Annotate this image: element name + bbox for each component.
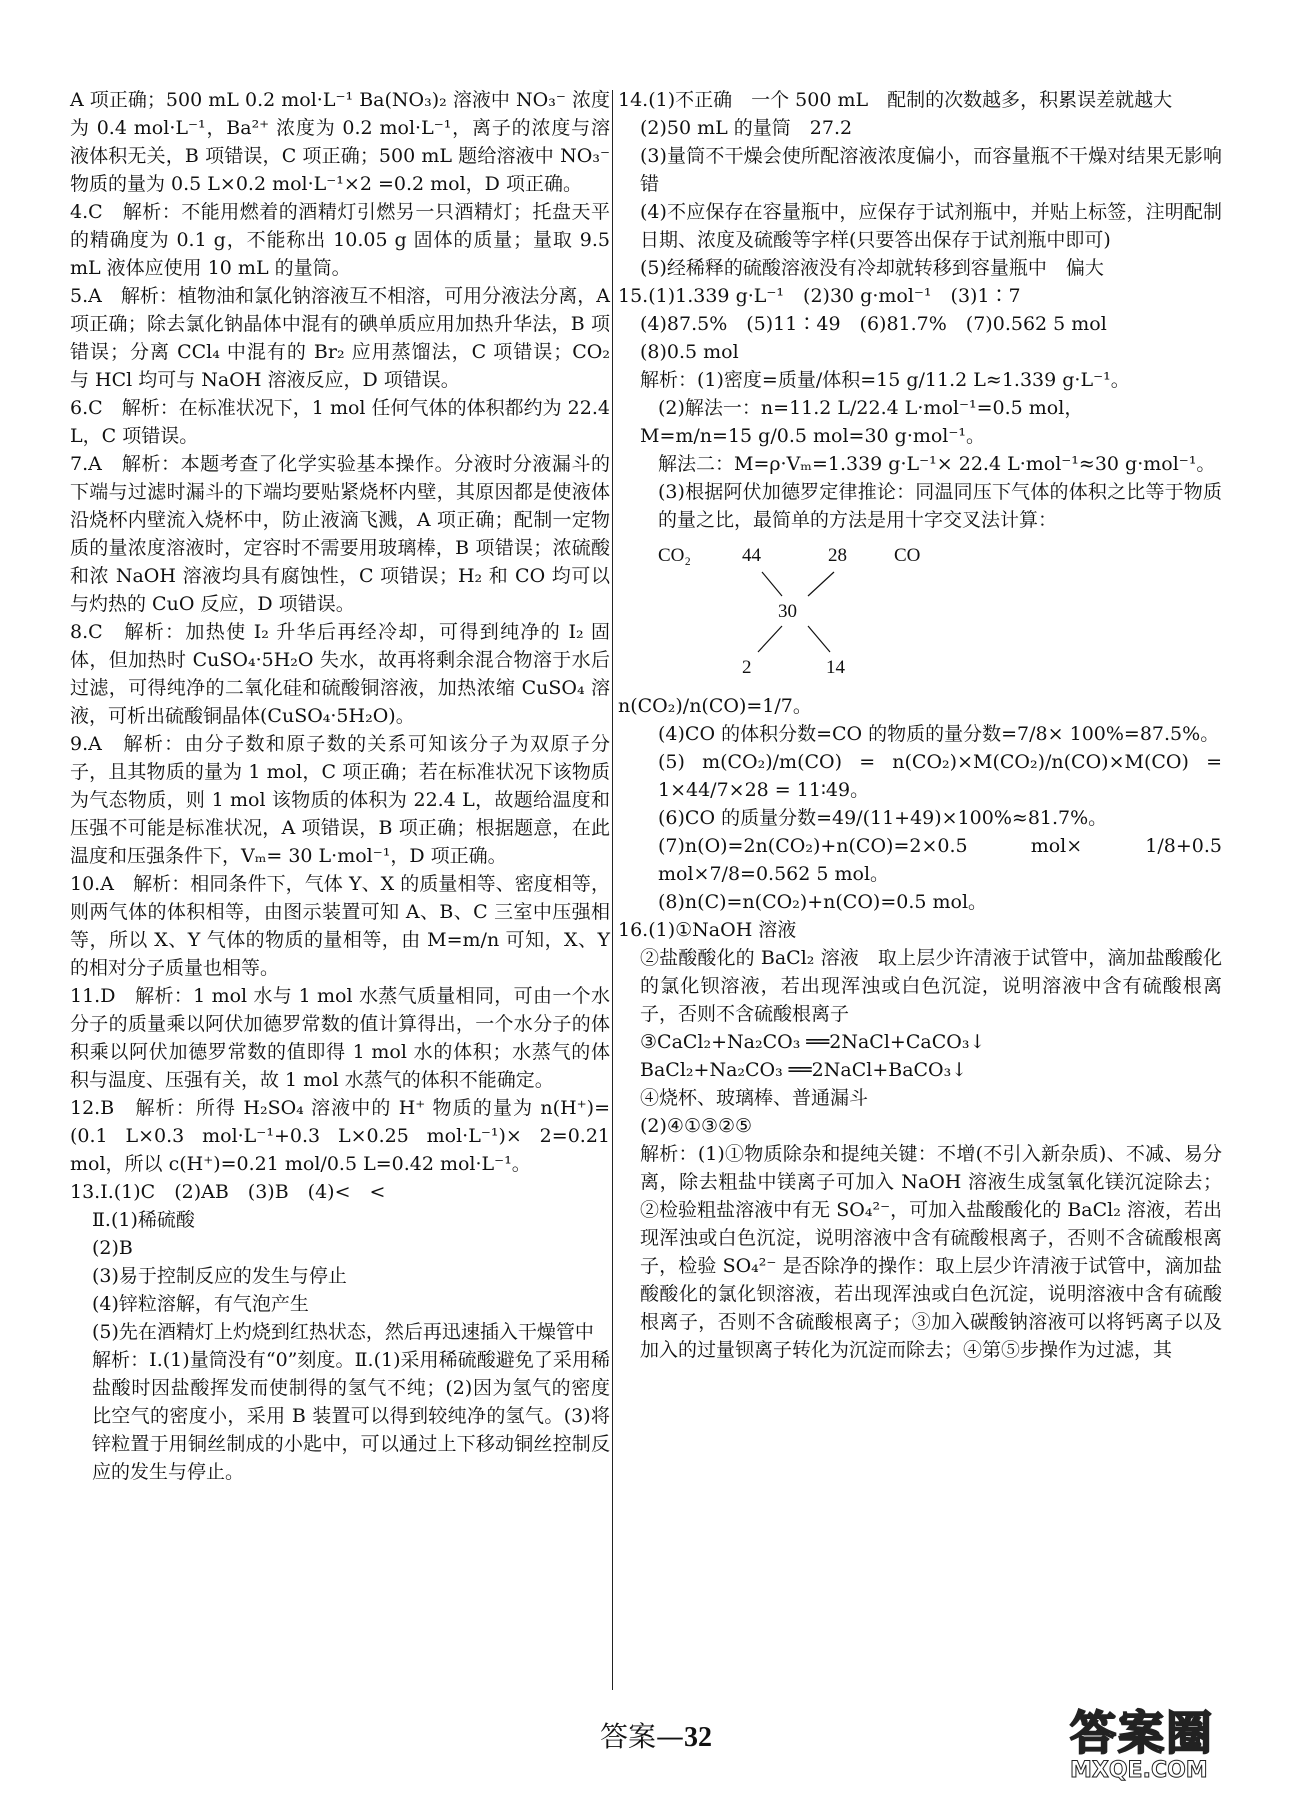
watermark-logo [1070,1708,1270,1788]
answer-15-analysis-8: (8)n(C)=n(CO₂)+n(CO)=0.5 mol。 [658,891,988,913]
diagram-14: 14 [826,657,845,678]
answer-16-analysis: 解析：(1)①物质除杂和提纯关键：不增(不引入新杂质)、不减、易分离，除去粗盐中镁离子可加入 NaOH 溶液生成氢氧化镁沉淀除去；②检验粗盐溶液中有无 SO₄²⁻，可加入盐酸酸化的 BaCl₂ 溶液，若出现浑浊或白色沉淀，说明溶液中含有硫酸根离子，否则不含硫酸根离子，检验 SO₄²⁻ 是否除净的操作：取上层少许清液于试管中，滴加盐酸酸化的氯化钡溶液，若出现浑浊或白色沉淀，说明溶液中含有硫酸根离子，否则不含硫酸根离子；③加入碳酸钠溶液可以将钙离子以及加入的过量钡离子转化为沉淀而除去；④第⑤步操作为过滤，其 [640,1143,1222,1361]
diagram-2: 2 [742,657,752,678]
diagram-30: 30 [778,601,797,622]
answer-15-analysis-3: M=m/n=15 g/0.5 mol=30 g·mol⁻¹。 [640,425,986,447]
footer-dash: — [656,1720,685,1753]
answer-paragraph: A 项正确；500 mL 0.2 mol·L⁻¹ Ba(NO₃)₂ 溶液中 NO₃⁻ 浓度为 0.4 mol·L⁻¹，Ba²⁺ 浓度为 0.2 mol·L⁻¹，离子的浓度与溶液体积无关，B 项错误，C 项正确；500 mL 题给溶液中 NO₃⁻ 物质的量为 0.5 L×0.2 mol·L⁻¹×2 =0.2 mol，D 项正确。 [70,89,610,195]
watermark-text: 答案圈 [1070,1706,1214,1760]
answer-14-2: (2)50 mL 的量筒 27.2 [640,117,853,139]
diagram-co2-label: CO₂ [658,545,692,566]
left-column [70,86,610,1486]
answer-14-5: (5)经稀释的硫酸溶液没有冷却就转移到容量瓶中 偏大 [640,257,1104,279]
answer-13-part2-3: (3)易于控制反应的发生与停止 [92,1265,347,1287]
answer-13-part2-1: Ⅱ.(1)稀硫酸 [92,1209,195,1231]
watermark-url: MXQE.COM [1070,1758,1208,1783]
answer-8: 8.C 解析：加热使 I₂ 升华后再经冷却，可得到纯净的 I₂ 固体，但加热时 CuSO₄·5H₂O 失水，故再将剩余混合物溶于水后过滤，可得纯净的二氧化硅和硫酸铜溶液，加热浓缩 CuSO₄ 溶液，可析出硫酸铜晶体(CuSO₄·5H₂O)。 [70,621,610,727]
answer-13-part2-4: (4)锌粒溶解，有气泡产生 [92,1293,309,1315]
diagram-cross-lines [658,538,978,688]
answer-16-1: 16.(1)①NaOH 溶液 [618,919,797,941]
answer-16-2: ②盐酸酸化的 BaCl₂ 溶液 取上层少许清液于试管中，滴加盐酸酸化的氯化钡溶液，若出现浑浊或白色沉淀，说明溶液中含有硫酸根离子，否则不含硫酸根离子 [640,947,1222,1025]
answer-15-2: (4)87.5% (5)11∶49 (6)81.7% (7)0.562 5 mol [640,313,1107,335]
answer-15-analysis-2: (2)解法一：n=11.2 L/22.4 L·mol⁻¹=0.5 mol， [658,397,1084,419]
answer-13-part2-2: (2)B [92,1237,133,1259]
answer-13-part2-5: (5)先在酒精灯上灼烧到红热状态，然后再迅速插入干燥管中 [92,1321,594,1343]
answer-15-ratio: n(CO₂)/n(CO)=1/7。 [618,695,812,717]
answer-15-1: 15.(1)1.339 g·L⁻¹ (2)30 g·mol⁻¹ (3)1∶7 [618,285,1021,307]
answer-6: 6.C 解析：在标准状况下，1 mol 任何气体的体积都约为 22.4 L，C 项错误。 [70,397,610,447]
footer-label: 答案 [600,1720,657,1753]
answer-12: 12.B 解析：所得 H₂SO₄ 溶液中的 H⁺ 物质的量为 n(H⁺)=(0.1 L×0.3 mol·L⁻¹+0.3 L×0.25 mol·L⁻¹)× 2=0.21 mol，所以 c(H⁺)=0.21 mol/0.5 L=0.42 mol·L⁻¹。 [70,1097,610,1175]
answer-15-3: (8)0.5 mol [640,341,739,363]
answer-13-analysis: 解析：Ⅰ.(1)量筒没有“0”刻度。Ⅱ.(1)采用稀硫酸避免了采用稀盐酸时因盐酸挥发而使制得的氢气不纯；(2)因为氢气的密度比空气的密度小，采用 B 装置可以得到较纯净的氢气。(3)将锌粒置于用铜丝制成的小匙中，可以通过上下移动铜丝控制反应的发生与停止。 [92,1349,610,1483]
diagram-28: 28 [828,545,847,566]
answer-14-3: (3)量筒不干燥会使所配溶液浓度偏小，而容量瓶不干燥对结果无影响 错 [640,145,1242,195]
page-footer [600,1715,712,1755]
answer-10: 10.A 解析：相同条件下，气体 Y、X 的质量相等、密度相等，则两气体的体积相等，由图示装置可知 A、B、C 三室中压强相等，所以 X、Y 气体的物质的量相等，由 M=m/n 可知，X、Y 的相对分子质量也相等。 [70,873,610,979]
answer-15-analysis-4: 解法二：M=ρ·Vₘ=1.339 g·L⁻¹× 22.4 L·mol⁻¹≈30 g·mol⁻¹。 [658,453,1216,475]
answer-11: 11.D 解析：1 mol 水与 1 mol 水蒸气质量相同，可由一个水分子的质量乘以阿伏加德罗常数的值计算得出，一个水分子的体积乘以阿伏加德罗常数的值即得 1 mol 水的体积；水蒸气的体积与温度、压强有关，故 1 mol 水蒸气的体积不能确定。 [70,985,610,1091]
answer-16-4: ④烧杯、玻璃棒、普通漏斗 [640,1087,869,1109]
answer-4: 4.C 解析：不能用燃着的酒精灯引燃另一只酒精灯；托盘天平的精确度为 0.1 g，不能称出 10.05 g 固体的质量；量取 9.5 mL 液体应使用 10 mL 的量筒。 [70,201,610,279]
answer-14-1: 14.(1)不正确 一个 500 mL 配制的次数越多，积累误差就越大 [618,89,1173,111]
answer-9: 9.A 解析：由分子数和原子数的关系可知该分子为双原子分子，且其物质的量为 1 mol，C 项正确；若在标准状况下该物质为气态物质，则 1 mol 该物质的体积为 22.4 L，故题给温度和压强不可能是标准状况，A 项错误，B 项正确；根据题意，在此温度和压强条件下，Vₘ= 30 L·mol⁻¹，D 项正确。 [70,733,610,867]
answer-16-part2: (2)④①③②⑤ [640,1115,753,1137]
page-number: 32 [684,1722,713,1753]
answer-16-3b: BaCl₂+Na₂CO₃ ══2NaCl+BaCO₃↓ [640,1059,968,1081]
cross-method-diagram [658,538,978,688]
answer-15-analysis-5: (3)根据阿伏加德罗定律推论：同温同压下气体的体积之比等于物质的量之比，最简单的方法是用十字交叉法计算： [658,481,1222,531]
answer-14-4: (4)不应保存在容量瓶中，应保存于试剂瓶中，并贴上标签，注明配制日期、浓度及硫酸等字样(只要答出保存于试剂瓶中即可) [640,201,1222,251]
answer-15-analysis-1: 解析：(1)密度=质量/体积=15 g/11.2 L≈1.339 g·L⁻¹。 [640,369,1130,391]
answer-16-3a: ③CaCl₂+Na₂CO₃ ══2NaCl+CaCO₃↓ [640,1031,986,1053]
answer-13-part1: 13.Ⅰ.(1)C (2)AB (3)B (4)< < [70,1181,386,1203]
diagram-44: 44 [742,545,761,566]
answer-5: 5.A 解析：植物油和氯化钠溶液互不相溶，可用分液法分离，A 项正确；除去氯化钠晶体中混有的碘单质应用加热升华法，B 项错误；分离 CCl₄ 中混有的 Br₂ 应用蒸馏法，C 项错误；CO₂ 与 HCl 均可与 NaOH 溶液反应，D 项错误。 [70,285,610,391]
answer-15-analysis-7: (7)n(O)=2n(CO₂)+n(CO)=2×0.5 mol× 1/8+0.5 mol×7/8=0.562 5 mol。 [658,835,1222,885]
right-column [618,86,1242,1364]
answer-15-analysis-6: (6)CO 的质量分数=49/(11+49)×100%≈81.7%。 [658,807,1108,829]
diagram-co-label: CO [894,545,921,566]
column-divider [612,90,613,1690]
answer-7: 7.A 解析：本题考查了化学实验基本操作。分液时分液漏斗的下端与过滤时漏斗的下端均要贴紧烧杯内壁，其原因都是使液体沿烧杯内壁流入烧杯中，防止液滴飞溅，A 项正确；配制一定物质的量浓度溶液时，定容时不需要用玻璃棒，B 项错误；浓硫酸和浓 NaOH 溶液均具有腐蚀性，C 项错误；H₂ 和 CO 均可以与灼热的 CuO 反应，D 项错误。 [70,453,610,615]
answer-15-analysis-5b: (5) m(CO₂)/m(CO) = n(CO₂)×M(CO₂)/n(CO)×M(CO) = 1×44/7×28 = 11∶49。 [658,751,1222,801]
answer-15-analysis-4b: (4)CO 的体积分数=CO 的物质的量分数=7/8× 100%=87.5%。 [658,723,1220,745]
